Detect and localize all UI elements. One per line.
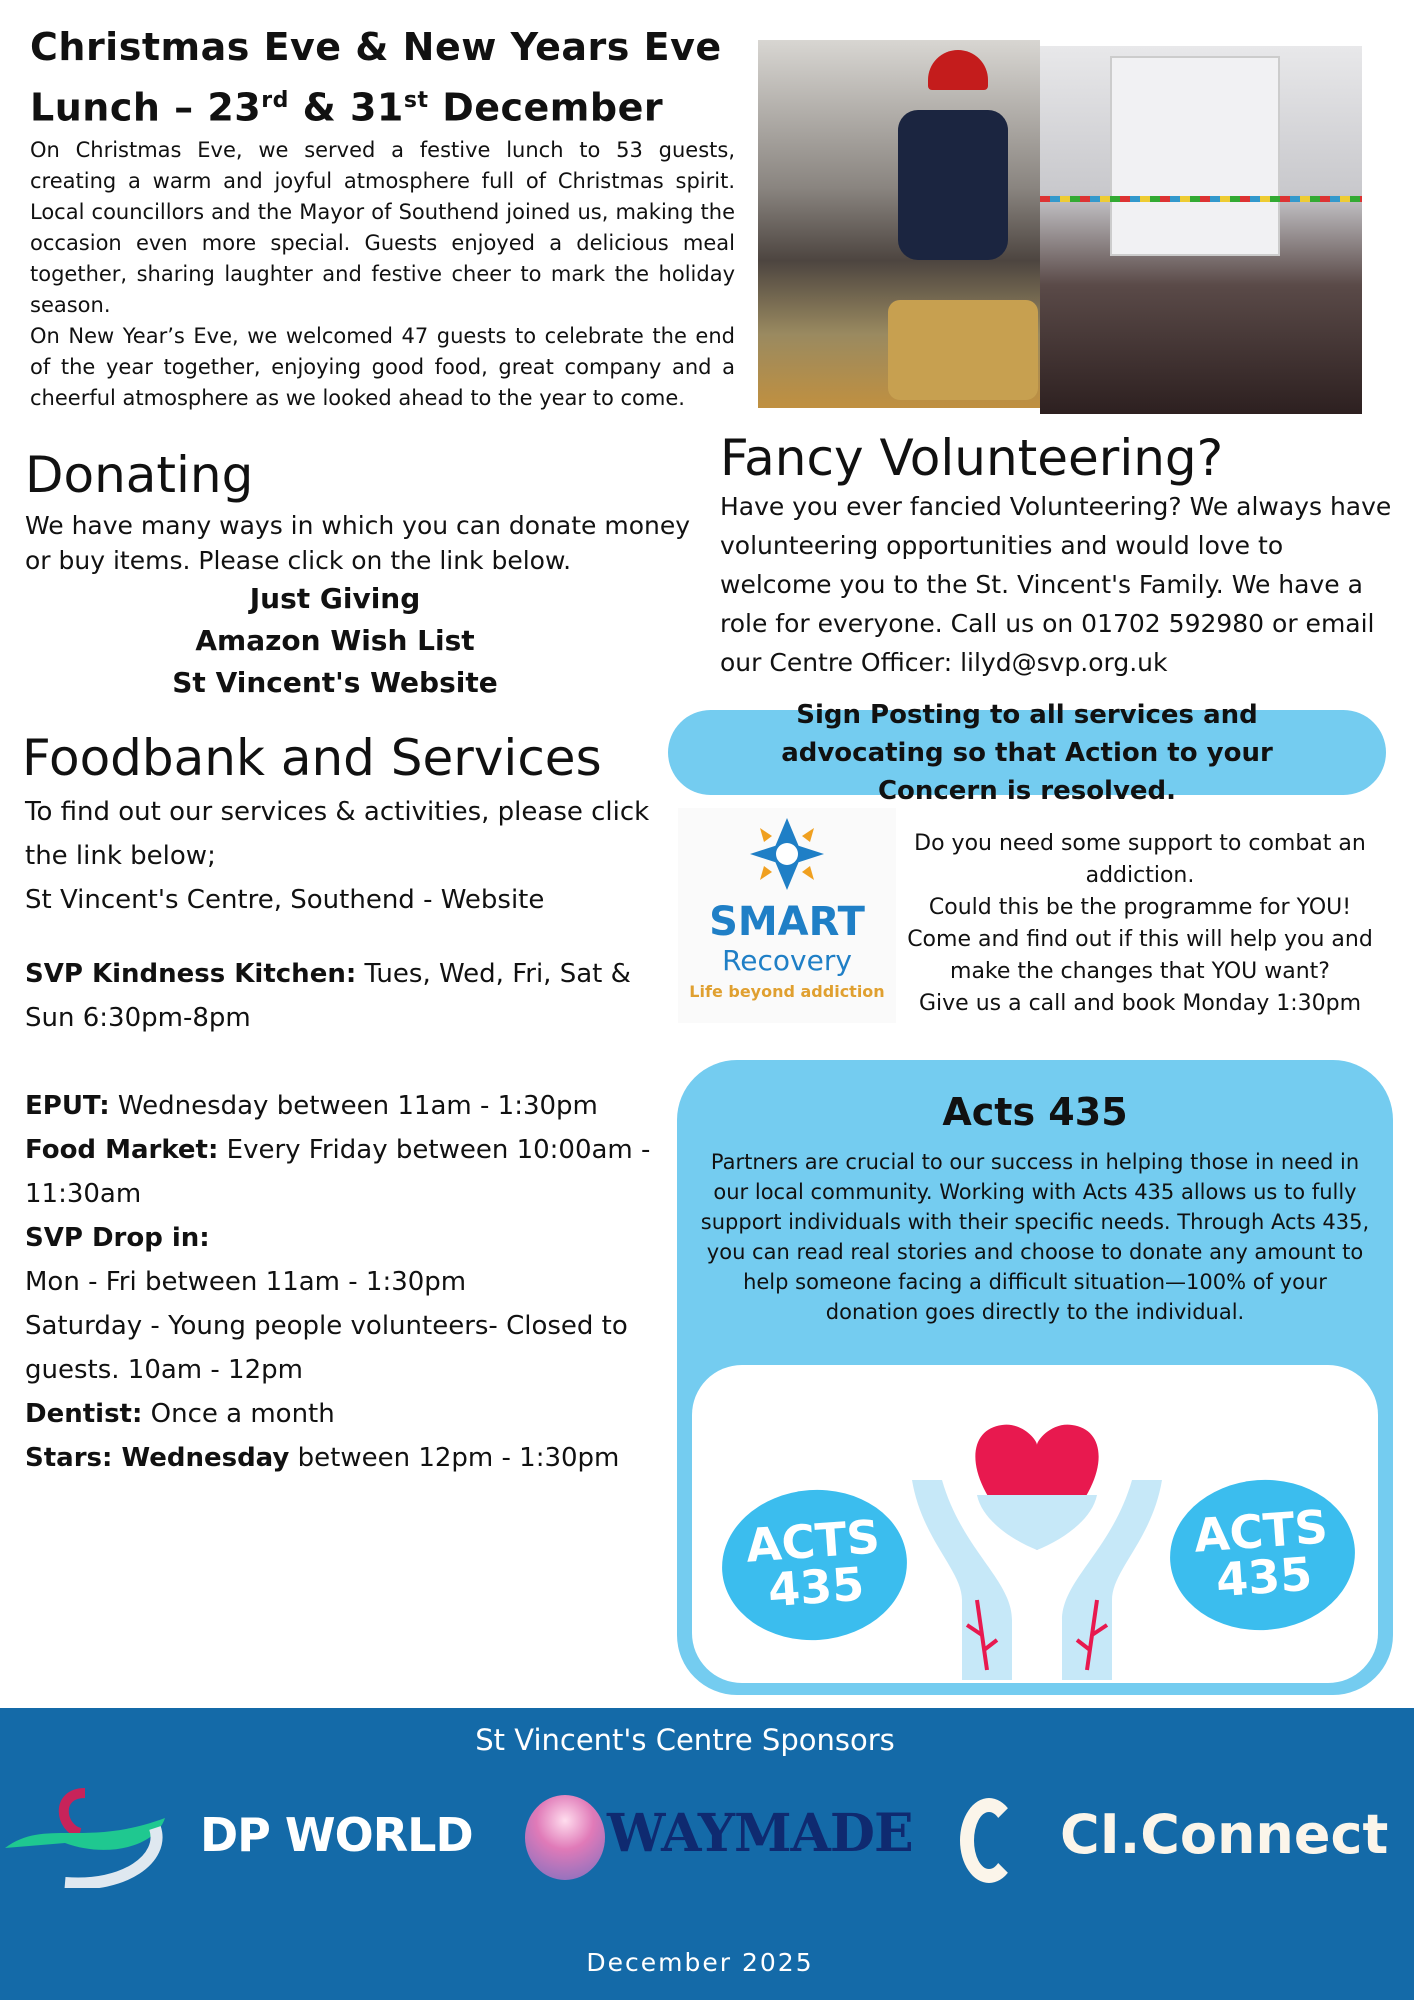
heart-hands-icon xyxy=(902,1400,1172,1680)
santa-hat xyxy=(928,50,988,90)
lunch-title-line1: Christmas Eve & New Years Eve xyxy=(30,25,722,69)
drop-in-label xyxy=(25,1216,670,1260)
signposting-banner xyxy=(668,699,1386,806)
smart-recovery-logo xyxy=(678,808,896,1023)
acts-logo-text: ACTS xyxy=(1192,1499,1330,1563)
value: Tues, Wed, Fri, Sat & Sun 6:30pm-8pm xyxy=(25,959,631,1033)
lunch-text xyxy=(30,135,735,414)
sponsors-footer xyxy=(0,1708,1414,2000)
ci-connect-icon xyxy=(960,1798,1018,1883)
label: Stars: Wednesday xyxy=(25,1443,290,1473)
acts-logo-left xyxy=(717,1484,912,1647)
foodbank-intro: To find out our services & activities, please click the link below; xyxy=(25,797,650,871)
acts-logo-text: 435 xyxy=(766,1556,866,1618)
lunch-title xyxy=(30,20,740,135)
smart-line: Come and find out if this will help you and make the changes that YOU want? xyxy=(907,927,1373,984)
smart-line: Do you need some support to combat an addiction. xyxy=(914,831,1366,888)
lunch-para-christmas: On Christmas Eve, we served a festive lunch to 53 guests, creating a warm and joyful atmosphere full of Christmas spirit. Local councillors and the Mayor of Southend joined us, making the occasion even more special. Guests enjoyed a delicious meal together, sharing laughter and festive cheer to mark the holiday season. xyxy=(30,138,735,317)
acts-logo-text: 435 xyxy=(1214,1546,1314,1608)
label: Dentist: xyxy=(25,1399,143,1429)
title-text: Lunch – 23 xyxy=(30,85,262,130)
services-website-link[interactable]: St Vincent's Centre, Southend - Website xyxy=(25,885,545,915)
sponsors-title: St Vincent's Centre Sponsors xyxy=(475,1723,895,1757)
roast-potatoes xyxy=(888,300,1038,400)
newsletter-date: December 2025 xyxy=(586,1948,814,1977)
donating-heading: Donating xyxy=(25,446,254,504)
waymade-logo: WAYMADE xyxy=(607,1803,913,1864)
value: Every Friday between 10:00am - 11:30am xyxy=(25,1135,651,1209)
star-compass-icon xyxy=(742,816,832,896)
title-text: & 31 xyxy=(288,85,404,130)
title-sup: rd xyxy=(261,88,289,113)
kitchen-hours xyxy=(25,952,670,1040)
donating-links xyxy=(25,578,645,704)
acts-text: Partners are crucial to our success in helping those in need in our local community. Working with Acts 435 allows us to fully support individuals with their specific needs. Through Acts 435, you can read real stories and choose to donate any amount to help someone facing a difficult situation—100% of your donation goes directly to the individual. xyxy=(700,1150,1370,1324)
value: Once a month xyxy=(142,1399,335,1429)
photo-serving-lunch xyxy=(758,40,1040,408)
title-text: December xyxy=(428,85,664,130)
bunting xyxy=(1040,196,1362,202)
drop-in-saturday: Saturday - Young people volunteers- Closed to guests. 10am - 12pm xyxy=(25,1311,628,1385)
foodbank-heading: Foodbank and Services xyxy=(22,729,602,787)
label: SVP Drop in: xyxy=(25,1223,210,1253)
donating-text: We have many ways in which you can donate money or buy items. Please click on the link below. xyxy=(25,511,691,575)
label: EPUT: xyxy=(25,1091,110,1121)
lunch-para-newyear: On New Year’s Eve, we welcomed 47 guests to celebrate the end of the year together, enjoying good food, great company and a cheerful atmosphere as we looked ahead to the year to come. xyxy=(30,324,735,410)
amazon-wish-list-link[interactable]: Amazon Wish List xyxy=(195,624,475,657)
recovery-word: Recovery xyxy=(722,944,852,977)
smart-line: Could this be the programme for YOU! xyxy=(928,895,1352,920)
volunteering-text: Have you ever fancied Volunteering? We always have volunteering opportunities and would love to welcome you to the St. Vincent's Family. We have a role for everyone. Call us on 01702 592980 or email our Centre Officer: lilyd@svp.org.uk xyxy=(720,492,1392,677)
acts-435-panel xyxy=(677,1060,1393,1695)
value: Wednesday between 11am - 1:30pm xyxy=(109,1091,598,1121)
dp-world-icon xyxy=(5,1788,165,1888)
value: between 12pm - 1:30pm xyxy=(289,1443,620,1473)
ci-connect-logo: CI.Connect xyxy=(1060,1803,1389,1866)
signposting-text: Sign Posting to all services and advocating so that Action to your Concern is resolved. xyxy=(781,699,1273,806)
title-sup: st xyxy=(403,88,429,113)
smart-tagline: Life beyond addiction xyxy=(689,982,885,1001)
smart-word: SMART xyxy=(709,899,865,945)
lunch-title-line2 xyxy=(30,74,740,135)
dentist-hours xyxy=(25,1392,670,1436)
acts-logo-text: ACTS xyxy=(744,1509,882,1573)
dp-world-logo: DP WORLD xyxy=(200,1808,473,1862)
volunteering-heading: Fancy Volunteering? xyxy=(720,429,1224,487)
st-vincents-website-link[interactable]: St Vincent's Website xyxy=(172,666,498,699)
acts-title: Acts 435 xyxy=(942,1090,1128,1134)
photo-guests-dining xyxy=(1040,46,1362,414)
just-giving-link[interactable]: Just Giving xyxy=(249,582,421,615)
food-market-hours xyxy=(25,1128,670,1216)
acts-logo-right xyxy=(1165,1474,1360,1637)
foodbank-text xyxy=(25,790,670,1480)
smart-text xyxy=(900,828,1380,1020)
stars-hours xyxy=(25,1436,670,1480)
eput-hours xyxy=(25,1084,670,1128)
label: Food Market: xyxy=(25,1135,219,1165)
drop-in-weekday: Mon - Fri between 11am - 1:30pm xyxy=(25,1267,467,1297)
label: SVP Kindness Kitchen: xyxy=(25,959,357,989)
acts-image-box xyxy=(692,1365,1378,1683)
garage-door xyxy=(1110,56,1280,256)
waymade-globe-icon xyxy=(525,1795,605,1880)
smart-line: Give us a call and book Monday 1:30pm xyxy=(918,991,1362,1016)
person-jumper xyxy=(898,110,1008,260)
